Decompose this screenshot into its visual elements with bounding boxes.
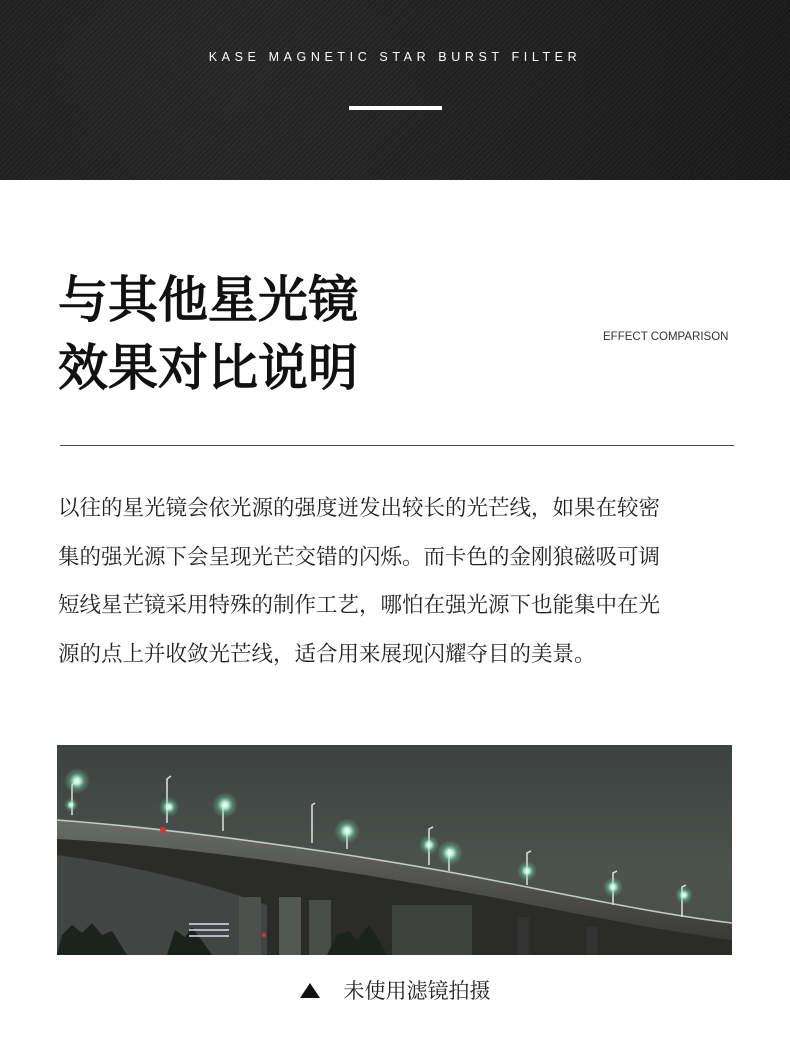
banner-title: KASE MAGNETIC STAR BURST FILTER xyxy=(208,50,582,64)
caption-text: 未使用滤镜拍摄 xyxy=(343,979,491,1003)
banner-divider xyxy=(349,106,442,110)
description-line: 短线星芒镜采用特殊的制作工艺，哪怕在强光源下也能集中在光 xyxy=(58,593,661,619)
bridge-illustration xyxy=(57,745,732,955)
header-banner xyxy=(0,0,790,180)
bridge-night-photo xyxy=(57,745,732,955)
description-line: 集的强光源下会呈现光芒交错的闪烁。而卡色的金刚狼磁吸可调 xyxy=(58,544,661,570)
triangle-up-icon xyxy=(300,983,320,998)
divider-line xyxy=(60,445,734,446)
section-heading xyxy=(58,266,358,402)
section-subtitle: EFFECT COMPARISON xyxy=(603,331,729,343)
heading-line-2: 效果对比说明 xyxy=(58,339,358,397)
description-line: 源的点上并收敛光芒线，适合用来展现闪耀夺目的美景。 xyxy=(58,641,596,667)
heading-line-1: 与其他星光镜 xyxy=(58,271,358,329)
description-line: 以往的星光镜会依光源的强度迸发出较长的光芒线，如果在较密 xyxy=(58,496,661,521)
photo-caption xyxy=(0,975,790,1005)
description-paragraph xyxy=(58,485,748,679)
